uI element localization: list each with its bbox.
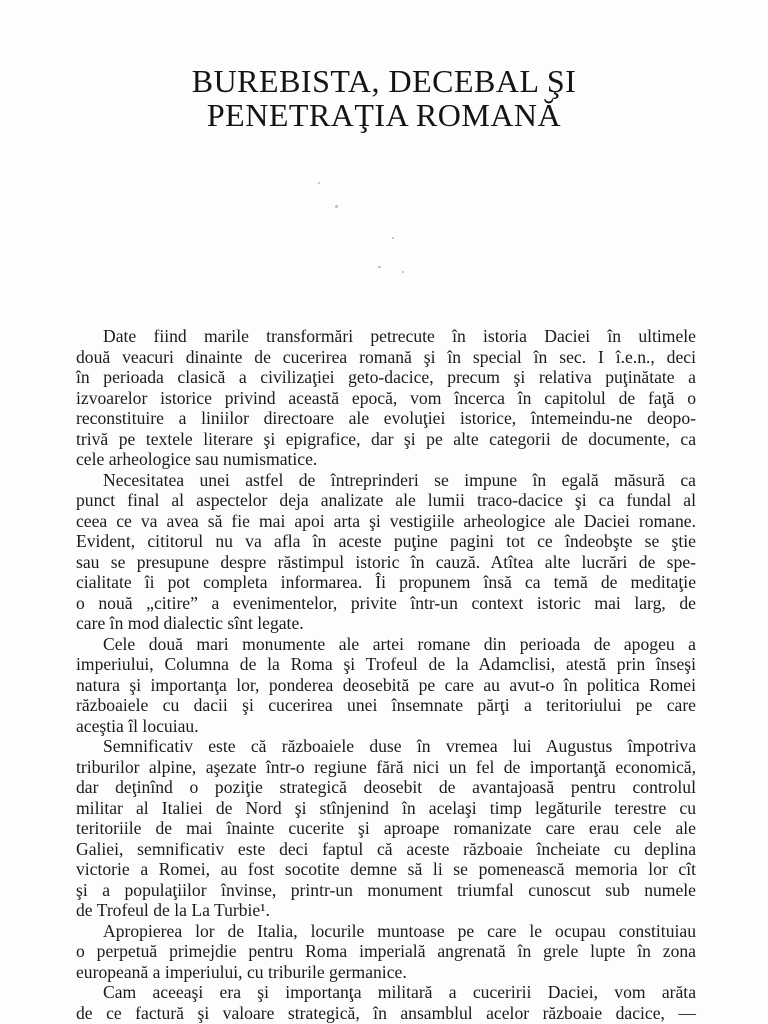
text-line: Cam aceeaşi era şi importanţa militară a cuceririi Daciei, vom arăta	[103, 982, 696, 1002]
scan-speck	[392, 237, 394, 239]
text-line: Date fiind marile transformări petrecute în istoria Daciei în ultimele	[103, 326, 696, 346]
text-line: ceea ce va avea să fie mai apoi arta şi vestigiile arheologice ale Daciei romane.	[76, 510, 696, 531]
text-line: aceştia îl locuiau.	[76, 715, 199, 736]
text-line: reconstituire a liniilor directoare ale evoluţiei istorice, întemeindu-ne deopo-	[76, 408, 696, 428]
text-line: Galiei, semnificativ este deci faptul că aceste războaie încheiate cu deplina	[76, 838, 696, 859]
text-line: cele arheologice sau numismatice.	[76, 449, 318, 469]
chapter-title-line-2: PENETRAŢIA ROMANĂ	[206, 97, 562, 133]
text-line: Apropierea lor de Italia, locurile muntoase pe care le ocupau constituiau	[103, 920, 696, 941]
text-line: victorie a Romei, au fost socotite demne să li se pomenească memoria lor cît	[76, 859, 696, 879]
text-line: o nouă „citire” a evenimentelor, privite într-un context istoric mai larg, de	[76, 592, 696, 613]
text-line: două veacuri dinainte de cucerirea romană şi în special în sec. I î.e.n., deci	[76, 346, 696, 367]
text-line: dar deţinînd o poziţie strategică deosebit de avantajoasă pentru controlul	[76, 777, 696, 797]
text-line: de Trofeul de la La Turbie¹.	[76, 900, 270, 920]
text-line: de ce factură şi valoare strategică, în ansamblul acelor războaie dacice, —	[76, 1002, 696, 1023]
text-line: trivă pe textele literare şi epigrafice, dar şi pe alte categorii de documente, ca	[76, 428, 696, 449]
text-line: izvoarelor istorice privind această epocă, vom încerca în capitolul de faţă o	[76, 387, 696, 408]
text-line: Cele două mari monumente ale artei romane din perioada de apogeu a	[103, 633, 696, 654]
text-line: sau se presupune despre răstimpul istoric în cauză. Atîtea alte lucrări de spe-	[76, 551, 696, 572]
text-line: europeană a imperiului, cu triburile germanice.	[76, 961, 407, 982]
text-line: care în mod dialectic sînt legate.	[76, 613, 304, 633]
body-text	[76, 326, 696, 1023]
chapter-title-line-1: BUREBISTA, DECEBAL ŞI	[191, 63, 577, 99]
text-line: Evident, cititorul nu va afla în aceste puţine pagini tot ce îndeobşte se ştie	[76, 531, 696, 551]
scan-speck	[335, 205, 338, 208]
text-line: imperiului, Columna de la Roma şi Trofeul de la Adamclisi, atestă prin înseşi	[76, 654, 696, 674]
text-line: în perioada clasică a civilizaţiei geto-dacice, precum şi relativa puţinătate a	[76, 367, 696, 387]
text-line: punct final al aspectelor deja analizate ale lumii traco-dacice şi ca fundal al	[76, 490, 696, 510]
text-line: Necesitatea unei astfel de întreprinderi se impune în egală măsură ca	[103, 469, 696, 490]
text-line: militar al Italiei de Nord şi stînjenind în acelaşi timp legăturile terestre cu	[76, 797, 696, 818]
scan-speck	[318, 182, 320, 184]
scan-speck	[402, 271, 404, 273]
text-line: cialitate îi pot completa informarea. Îi propunem însă ca temă de meditaţie	[76, 572, 696, 592]
text-line: triburilor alpine, aşezate într-o regiune fără nici un fel de importanţă economică,	[76, 756, 696, 777]
text-line: şi a populaţiilor învinse, printr-un monument triumfal cunoscut sub numele	[76, 879, 696, 900]
text-line: Semnificativ este că războaiele duse în vremea lui Augustus împotriva	[103, 736, 696, 756]
text-line: teritoriile de mai înainte cucerite şi aproape romanizate care erau cele ale	[76, 818, 696, 838]
text-line: natura şi importanţa lor, ponderea deosebită pe care au avut-o în politica Romei	[76, 674, 696, 695]
scan-speck	[378, 266, 381, 268]
text-line: o perpetuă primejdie pentru Roma imperială angrenată în grele lupte în zona	[76, 941, 696, 961]
text-line: războaiele cu dacii şi cucerirea unei însemnate părţi a teritoriului pe care	[76, 695, 696, 715]
